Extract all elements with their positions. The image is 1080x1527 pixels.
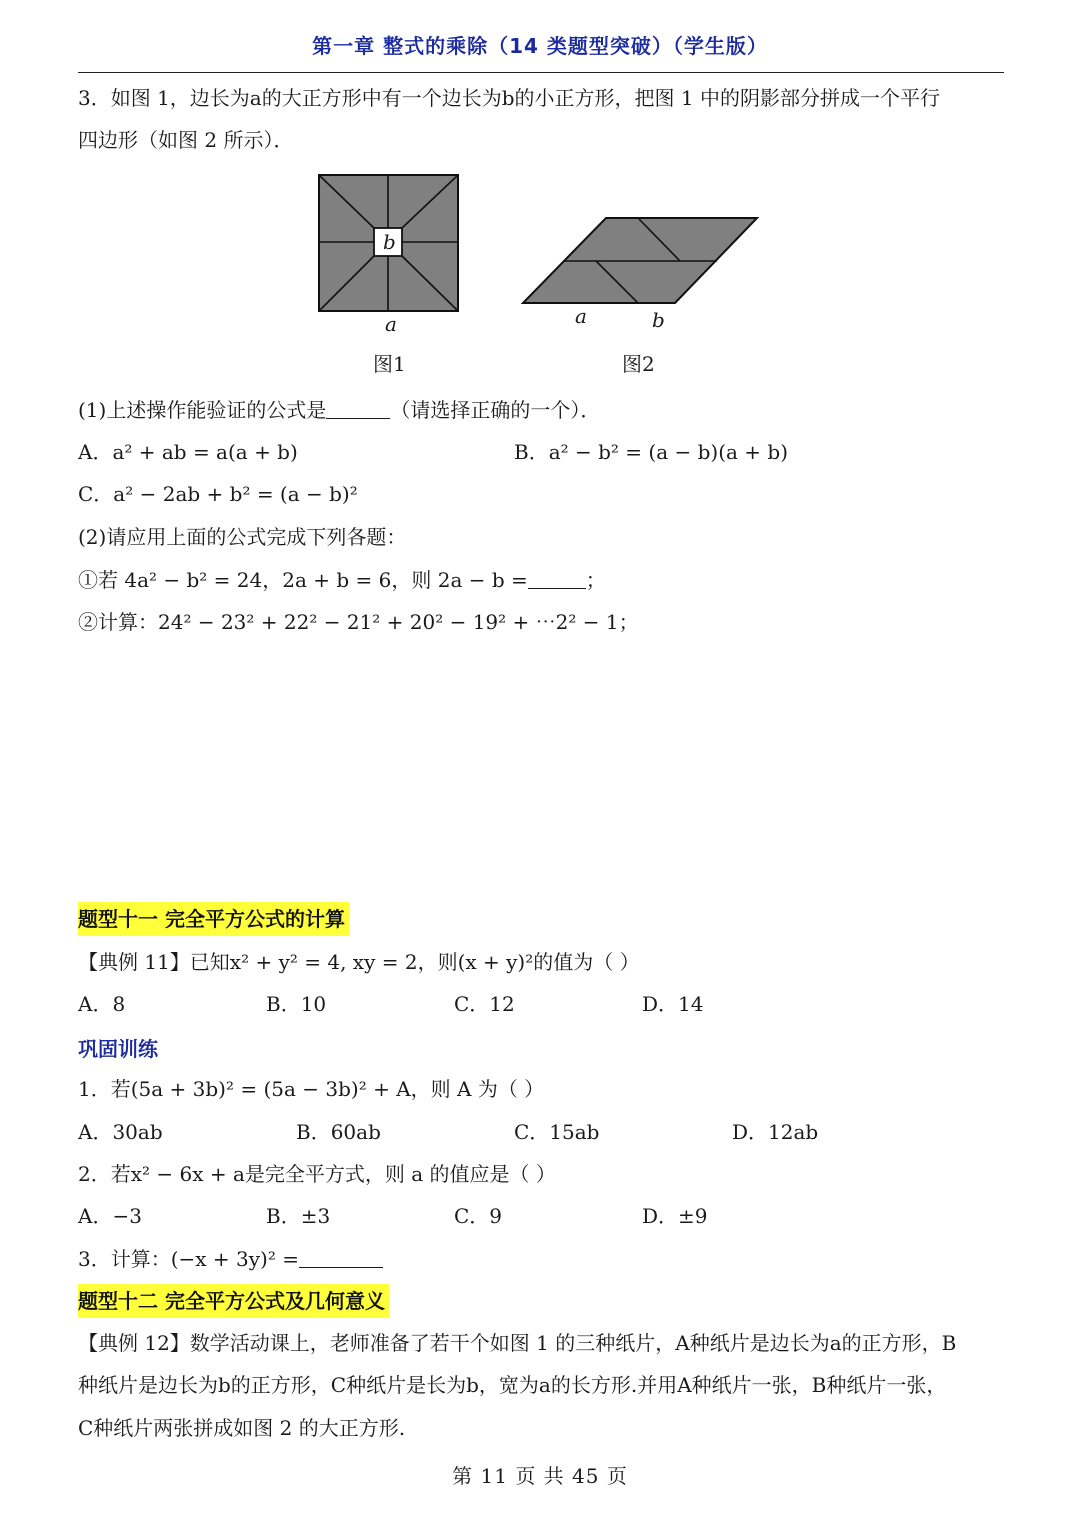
example12-line1: 【典例 12】数学活动课上，老师准备了若干个如图 1 的三种纸片，A种纸片是边长为a的正方形，B [78, 1331, 957, 1355]
training-q2-option-a: A．−3 [78, 1204, 142, 1228]
problem3-option-a: A．a² + ab = a(a + b) [78, 440, 298, 464]
figure1-caption: 图1 [373, 352, 406, 376]
example11-text: 【典例 11】已知x² + y² = 4, xy = 2，则(x + y)²的值为（ ） [78, 950, 640, 974]
problem3-question1 [78, 396, 600, 424]
question1-answer-blank [326, 418, 390, 419]
question1-prefix: (1)上述操作能验证的公式是 [78, 398, 327, 422]
training-title: 巩固训练 [78, 1037, 158, 1061]
training-q1-option-b: B．60ab [296, 1120, 381, 1144]
training-question3 [78, 1245, 383, 1273]
figure1-side-label: a [385, 312, 397, 336]
problem3-intro-line1: 3．如图 1，边长为a的大正方形中有一个边长为b的小正方形，把图 1 中的阴影部分拼成一个平行 [78, 86, 940, 110]
problem3-question2: (2)请应用上面的公式完成下列各题： [78, 525, 407, 549]
training-question2: 2．若x² − 6x + a是完全平方式，则 a 的值应是（ ） [78, 1162, 556, 1186]
problem3-option-b: B．a² − b² = (a − b)(a + b) [514, 440, 789, 464]
question2-part1-suffix: ； [585, 568, 606, 592]
figure2-label-a: a [575, 304, 587, 328]
question3-text: 3．计算：(−x + 3y)² = [78, 1247, 299, 1271]
page-footer: 第 11 页 共 45 页 [452, 1464, 628, 1488]
document-header-title: 第一章 整式的乘除（14 类题型突破）（学生版） [312, 34, 768, 58]
example11-option-b: B．10 [266, 992, 327, 1016]
question3-answer-blank [299, 1267, 383, 1268]
section12-heading: 题型十二 完全平方公式及几何意义 [78, 1284, 389, 1318]
problem3-question2-part1 [78, 566, 606, 594]
section11-heading: 题型十一 完全平方公式的计算 [78, 902, 349, 936]
figure2-caption: 图2 [622, 352, 655, 376]
example11-option-d: D．14 [642, 992, 704, 1016]
training-q2-option-c: C．9 [454, 1204, 503, 1228]
question2-part1-text: ①若 4a² − b² = 24，2a + b = 6，则 2a − b = [78, 568, 528, 592]
figure2-parallelogram-diagram [518, 214, 762, 308]
training-q2-option-b: B．±3 [266, 1204, 331, 1228]
example11-option-a: A．8 [78, 992, 126, 1016]
training-q1-option-d: D．12ab [732, 1120, 819, 1144]
question1-suffix: （请选择正确的一个）． [390, 398, 601, 422]
training-question1: 1．若(5a + 3b)² = (5a − 3b)² + A，则 A 为（ ） [78, 1077, 545, 1101]
training-q2-option-d: D．±9 [642, 1204, 708, 1228]
training-q1-option-c: C．15ab [514, 1120, 600, 1144]
example12-line2: 种纸片是边长为b的正方形，C种纸片是长为b，宽为a的长方形.并用A种纸片一张，B种纸片一张， [78, 1373, 947, 1397]
question2-part1-answer-blank [528, 588, 586, 589]
figure2-label-b: b [652, 308, 665, 332]
figure1-inner-label: b [383, 230, 396, 254]
training-q1-option-a: A．30ab [78, 1120, 163, 1144]
example12-line3: C种纸片两张拼成如图 2 的大正方形. [78, 1416, 406, 1440]
problem3-option-c: C．a² − 2ab + b² = (a − b)² [78, 482, 358, 506]
problem3-question2-part2: ②计算：24² − 23² + 22² − 21² + 20² − 19² + ⋯2² − 1； [78, 610, 639, 634]
header-divider [78, 72, 1004, 73]
problem3-intro-line2: 四边形（如图 2 所示）． [78, 128, 294, 152]
example11-option-c: C．12 [454, 992, 515, 1016]
